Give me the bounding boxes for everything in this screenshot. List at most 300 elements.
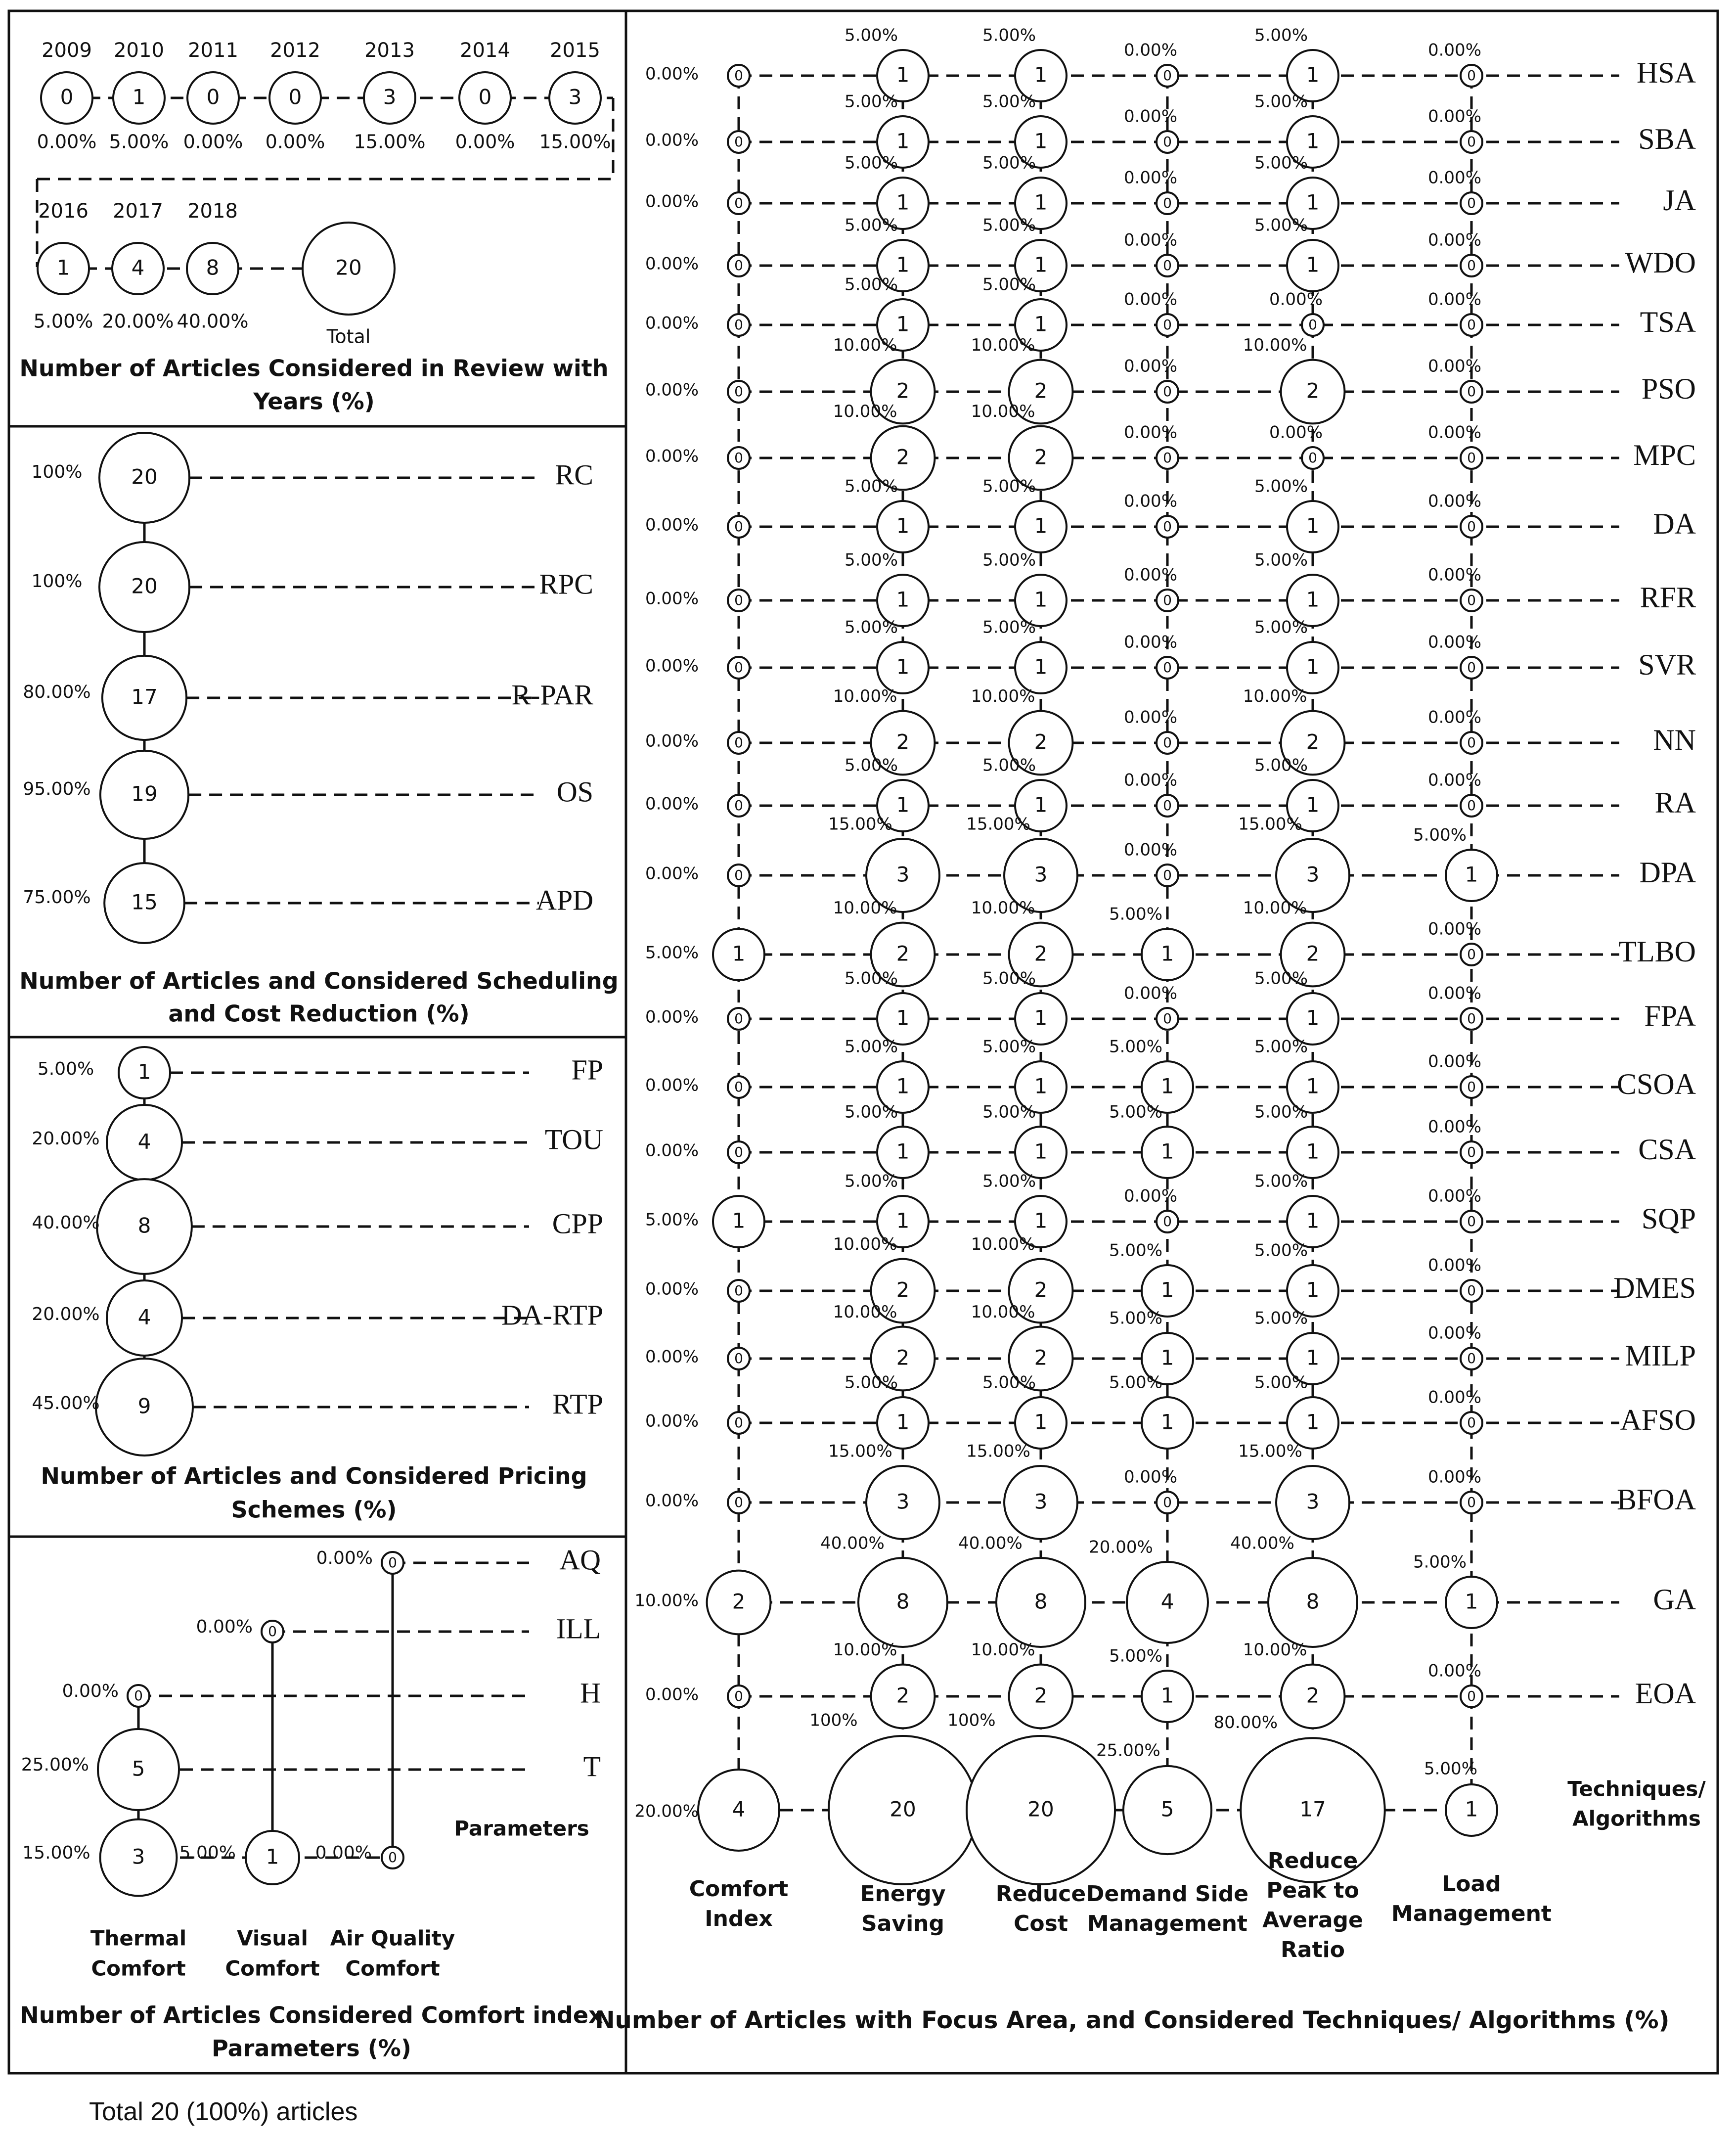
technique-count-circle-value: 0 [734, 797, 743, 814]
technique-count-circle-value: 1 [1034, 513, 1048, 538]
technique-percent-label: 5.00% [844, 1171, 898, 1191]
technique-name-label: DMES [1613, 1271, 1696, 1304]
technique-name-label: PSO [1641, 372, 1696, 405]
focus-area-column-label: Reduce [1267, 1848, 1358, 1873]
technique-count-circle-value: 3 [1306, 862, 1320, 887]
year-label: 2013 [364, 39, 415, 62]
focus-area-column-label: Index [705, 1906, 773, 1931]
scheduling-percent-label: 80.00% [23, 682, 91, 702]
scheduling-code-label: R-PAR [511, 679, 593, 711]
technique-name-label: GA [1653, 1583, 1696, 1616]
year-count-circle-value: 3 [568, 85, 582, 109]
technique-count-circle-value: 1 [1160, 1074, 1174, 1098]
technique-count-circle-value: 0 [1467, 317, 1476, 333]
technique-count-circle-value: 1 [1306, 1005, 1320, 1030]
technique-name-label: WDO [1625, 246, 1696, 279]
technique-count-circle-value: 1 [1306, 1345, 1320, 1370]
technique-percent-label: 0.00% [1427, 168, 1482, 188]
comfort-panel-border [9, 1537, 626, 2073]
technique-percent-label: 0.00% [1427, 1255, 1482, 1275]
year-percent-label: 15.00% [354, 131, 426, 153]
technique-percent-label: 5.00% [982, 617, 1036, 637]
technique-count-circle-value: 1 [896, 587, 910, 612]
technique-percent-label: 10.00% [1243, 686, 1307, 707]
technique-percent-label: 5.00% [1254, 1308, 1308, 1328]
technique-percent-label: 10.00% [833, 898, 897, 918]
technique-count-circle-value: 0 [1163, 134, 1172, 150]
technique-percent-label: 15.00% [966, 814, 1030, 834]
technique-percent-label: 0.00% [1269, 289, 1323, 310]
technique-percent-label: 0.00% [645, 794, 699, 814]
technique-name-label: SBA [1638, 122, 1696, 155]
year-percent-label: 40.00% [177, 310, 249, 332]
technique-count-circle-value: 0 [734, 1144, 743, 1160]
comfort-column-circle-value: 3 [132, 1844, 145, 1869]
year-count-circle-value: 3 [383, 85, 397, 109]
technique-percent-label: 5.00% [645, 1210, 699, 1230]
pricing-panel-border [9, 1037, 626, 1537]
comfort-param-percent: 25.00% [21, 1755, 89, 1775]
comfort-param-code: H [580, 1677, 601, 1709]
focus-area-column-label: Saving [861, 1911, 944, 1936]
technique-count-circle-value: 2 [1034, 941, 1048, 966]
technique-count-circle-value: 2 [1034, 378, 1048, 403]
technique-percent-label: 10.00% [833, 686, 897, 707]
technique-count-circle-value: 0 [734, 592, 743, 608]
technique-count-circle-value: 0 [734, 317, 743, 333]
technique-percent-label: 5.00% [982, 215, 1036, 235]
technique-count-circle-value: 1 [1160, 1277, 1174, 1302]
technique-percent-label: 0.00% [1427, 356, 1482, 376]
comfort-param-code: AQ [559, 1544, 601, 1576]
technique-percent-label: 5.00% [1254, 1372, 1308, 1393]
technique-percent-label: 15.00% [828, 1441, 892, 1461]
technique-count-circle-value: 0 [734, 195, 743, 211]
technique-count-circle-value: 1 [1160, 1139, 1174, 1164]
technique-count-circle-value: 1 [1034, 312, 1048, 336]
technique-percent-label: 0.00% [1427, 565, 1482, 585]
technique-count-circle-value: 1 [1306, 792, 1320, 817]
technique-count-circle-value: 2 [896, 445, 910, 469]
technique-name-label: MPC [1633, 438, 1696, 471]
focus-area-column-label: Ratio [1281, 1937, 1345, 1962]
technique-count-circle-value: 0 [1467, 1079, 1476, 1095]
technique-count-circle-value: 1 [1160, 1683, 1174, 1708]
technique-percent-label: 5.00% [1109, 1037, 1163, 1057]
technique-count-circle-value: 3 [1034, 862, 1048, 887]
technique-percent-label: 0.00% [645, 1411, 699, 1431]
year-count-circle-value: 0 [206, 85, 220, 109]
technique-name-label: BFOA [1616, 1483, 1696, 1516]
technique-percent-label: 0.00% [1123, 40, 1178, 60]
year-count-circle-value: 4 [131, 255, 145, 280]
pricing-percent-label: 45.00% [32, 1393, 100, 1413]
technique-count-circle-value: 0 [1467, 1414, 1476, 1431]
scheduling-count-circle-value: 20 [131, 574, 158, 598]
focus-area-column-label: Energy [860, 1881, 946, 1907]
technique-count-circle-value: 1 [1306, 1208, 1320, 1233]
technique-count-circle-value: 0 [734, 518, 743, 535]
pricing-percent-label: 5.00% [37, 1059, 94, 1079]
technique-percent-label: 0.00% [1427, 1117, 1482, 1137]
techniques-axis-label: Techniques/ [1567, 1776, 1706, 1801]
technique-count-circle-value: 0 [734, 659, 743, 676]
year-count-circle-value: 0 [60, 85, 74, 109]
pricing-code-label: FP [571, 1053, 603, 1086]
technique-count-circle-value: 1 [896, 312, 910, 336]
technique-name-label: SVR [1638, 648, 1696, 681]
focus-area-column-label: Comfort [689, 1876, 789, 1902]
technique-percent-label: 5.00% [844, 617, 898, 637]
technique-percent-label: 5.00% [844, 968, 898, 989]
technique-percent-label: 10.00% [1243, 898, 1307, 918]
comfort-panel-title: Parameters (%) [212, 2035, 411, 2062]
technique-count-circle-value: 1 [896, 1208, 910, 1233]
technique-percent-label: 0.00% [1427, 230, 1482, 250]
technique-count-circle-value: 2 [896, 1345, 910, 1370]
technique-count-circle-value: 0 [1467, 1213, 1476, 1229]
technique-percent-label: 5.00% [1254, 617, 1308, 637]
pricing-percent-label: 20.00% [32, 1129, 100, 1149]
technique-total-circle-value: 20 [1027, 1797, 1054, 1821]
technique-count-circle-value: 0 [734, 1414, 743, 1431]
technique-percent-label: 0.00% [645, 1684, 699, 1705]
technique-name-label: RA [1654, 786, 1696, 819]
technique-count-circle-value: 1 [732, 1208, 746, 1233]
technique-percent-label: 0.00% [1427, 770, 1482, 790]
technique-count-circle-value: 1 [896, 1074, 910, 1098]
technique-percent-label: 0.00% [645, 446, 699, 466]
comfort-param-circle-value: 0 [268, 1623, 277, 1639]
technique-count-circle-value: 1 [1306, 587, 1320, 612]
technique-count-circle-value: 0 [1467, 592, 1476, 608]
pricing-panel-title: Schemes (%) [231, 1496, 397, 1523]
technique-name-label: HSA [1636, 56, 1696, 89]
year-percent-label: 5.00% [33, 310, 93, 332]
technique-percent-label: 5.00% [982, 550, 1036, 570]
technique-percent-label: 0.00% [645, 1491, 699, 1511]
technique-count-circle-value: 1 [1160, 1410, 1174, 1434]
technique-percent-label: 15.00% [966, 1441, 1030, 1461]
year-label: 2018 [187, 200, 238, 223]
focus-area-column-label: Average [1262, 1908, 1363, 1933]
technique-count-circle-value: 2 [1034, 1277, 1048, 1302]
focus-area-column-label: Load [1442, 1871, 1501, 1897]
technique-count-circle-value: 1 [1306, 252, 1320, 277]
comfort-column-percent: 15.00% [22, 1843, 90, 1863]
technique-percent-label: 10.00% [833, 1302, 897, 1322]
technique-count-circle-value: 1 [1306, 129, 1320, 153]
technique-percent-label: 20.00% [1089, 1537, 1153, 1557]
comfort-param-circle-value: 0 [388, 1554, 397, 1571]
technique-percent-label: 0.00% [1427, 983, 1482, 1003]
scheduling-percent-label: 100% [31, 571, 83, 592]
pricing-percent-label: 20.00% [32, 1304, 100, 1324]
technique-count-circle-value: 1 [1034, 654, 1048, 679]
year-count-circle-value: 0 [288, 85, 302, 109]
technique-percent-label: 15.00% [828, 814, 892, 834]
pricing-code-label: DA-RTP [501, 1299, 603, 1331]
technique-percent-label: 10.00% [1243, 335, 1307, 356]
technique-total-circle-value: 4 [732, 1797, 746, 1821]
scheduling-panel-border [9, 426, 626, 1037]
technique-count-circle-value: 0 [734, 734, 743, 751]
technique-count-circle-value: 0 [1467, 383, 1476, 400]
technique-count-circle-value: 1 [1034, 62, 1048, 87]
technique-percent-label: 10.00% [971, 898, 1035, 918]
technique-percent-label: 0.00% [1123, 707, 1178, 728]
technique-total-percent: 5.00% [1424, 1759, 1478, 1779]
comfort-column-label: Comfort [225, 1956, 320, 1981]
year-count-circle-value: 1 [132, 85, 146, 109]
technique-percent-label: 10.00% [971, 1234, 1035, 1255]
pricing-count-circle-value: 1 [137, 1059, 151, 1084]
technique-count-circle-value: 0 [1467, 67, 1476, 84]
comfort-column-circle-value: 0 [388, 1849, 397, 1866]
focus-area-column-label: Management [1087, 1911, 1247, 1936]
technique-percent-label: 5.00% [1413, 825, 1467, 845]
technique-percent-label: 0.00% [645, 191, 699, 212]
technique-percent-label: 0.00% [645, 1279, 699, 1299]
technique-count-circle-value: 0 [1467, 450, 1476, 466]
comfort-param-percent: 0.00% [316, 1548, 373, 1568]
technique-percent-label: 0.00% [1123, 770, 1178, 790]
technique-count-circle-value: 1 [1034, 1208, 1048, 1233]
comfort-panel-title: Number of Articles Considered Comfort index [20, 2002, 603, 2029]
technique-count-circle-value: 1 [896, 129, 910, 153]
technique-percent-label: 5.00% [1254, 476, 1308, 497]
technique-percent-label: 0.00% [1123, 840, 1178, 860]
technique-count-circle-value: 1 [1034, 129, 1048, 153]
technique-percent-label: 0.00% [1427, 1467, 1482, 1487]
comfort-column-label: Air Quality [330, 1926, 455, 1951]
techniques-panel-title: Number of Articles with Focus Area, and Considered Techniques/ Algorithms (%) [595, 2006, 1670, 2034]
technique-total-percent: 100% [809, 1710, 858, 1730]
technique-count-circle-value: 0 [734, 134, 743, 150]
comfort-column-percent: 5.00% [179, 1843, 236, 1863]
technique-total-circle-value: 1 [1465, 1797, 1478, 1821]
pricing-count-circle-value: 9 [137, 1394, 151, 1418]
technique-count-circle-value: 1 [1306, 1139, 1320, 1164]
year-count-circle-value: 0 [478, 85, 492, 109]
technique-percent-label: 5.00% [1254, 968, 1308, 989]
technique-name-label: TLBO [1618, 935, 1696, 968]
technique-count-circle-value: 1 [732, 941, 746, 966]
technique-percent-label: 0.00% [645, 589, 699, 609]
technique-count-circle-value: 0 [1467, 1494, 1476, 1510]
technique-count-circle-value: 0 [1163, 518, 1172, 535]
comfort-column-percent: 0.00% [315, 1843, 372, 1863]
technique-percent-label: 0.00% [1427, 707, 1482, 728]
technique-percent-label: 10.00% [1243, 1640, 1307, 1660]
technique-count-circle-value: 1 [896, 654, 910, 679]
technique-count-circle-value: 0 [1467, 946, 1476, 962]
technique-count-circle-value: 1 [1034, 1410, 1048, 1434]
technique-percent-label: 5.00% [1109, 1308, 1163, 1328]
technique-percent-label: 5.00% [844, 153, 898, 173]
technique-count-circle-value: 0 [1163, 195, 1172, 211]
focus-area-column-label: Cost [1014, 1911, 1068, 1936]
technique-count-circle-value: 0 [1467, 659, 1476, 676]
technique-count-circle-value: 0 [734, 257, 743, 273]
technique-name-label: JA [1663, 183, 1696, 217]
technique-count-circle-value: 1 [896, 513, 910, 538]
technique-count-circle-value: 0 [734, 383, 743, 400]
technique-percent-label: 0.00% [645, 130, 699, 150]
technique-percent-label: 10.00% [971, 686, 1035, 707]
technique-percent-label: 5.00% [982, 968, 1036, 989]
technique-count-circle-value: 0 [1467, 257, 1476, 273]
technique-count-circle-value: 2 [896, 1683, 910, 1708]
technique-count-circle-value: 1 [1160, 1345, 1174, 1370]
year-percent-label: 0.00% [183, 131, 243, 153]
technique-count-circle-value: 2 [1034, 445, 1048, 469]
technique-count-circle-value: 2 [1034, 729, 1048, 754]
technique-percent-label: 0.00% [1427, 632, 1482, 652]
technique-percent-label: 5.00% [1254, 91, 1308, 112]
technique-count-circle-value: 1 [1034, 587, 1048, 612]
comfort-param-percent: 0.00% [196, 1617, 253, 1637]
comfort-column-circle-value: 1 [266, 1844, 279, 1869]
technique-percent-label: 10.00% [833, 1640, 897, 1660]
technique-name-label: CSOA [1616, 1067, 1696, 1100]
technique-count-circle-value: 1 [896, 252, 910, 277]
comfort-column-label: Comfort [91, 1956, 186, 1981]
pricing-panel-title: Number of Articles and Considered Pricing [41, 1462, 587, 1490]
technique-count-circle-value: 0 [1308, 450, 1317, 466]
technique-count-circle-value: 1 [1034, 1005, 1048, 1030]
technique-percent-label: 0.00% [1123, 491, 1178, 511]
technique-count-circle-value: 0 [1163, 867, 1172, 883]
technique-count-circle-value: 1 [1160, 941, 1174, 966]
technique-percent-label: 5.00% [1254, 755, 1308, 775]
year-label: 2012 [270, 39, 320, 62]
technique-percent-label: 0.00% [1123, 106, 1178, 127]
technique-percent-label: 5.00% [982, 153, 1036, 173]
technique-percent-label: 0.00% [645, 64, 699, 84]
comfort-parameters-label: Parameters [454, 1816, 589, 1841]
technique-percent-label: 0.00% [1123, 289, 1178, 310]
technique-percent-label: 0.00% [645, 731, 699, 751]
technique-count-circle-value: 1 [896, 62, 910, 87]
technique-percent-label: 0.00% [1427, 289, 1482, 310]
technique-percent-label: 5.00% [844, 755, 898, 775]
technique-percent-label: 5.00% [1109, 1240, 1163, 1261]
technique-count-circle-value: 0 [1308, 317, 1317, 333]
technique-count-circle-value: 0 [734, 1350, 743, 1366]
technique-percent-label: 0.00% [1427, 1661, 1482, 1681]
technique-count-circle-value: 8 [896, 1589, 910, 1614]
technique-count-circle-value: 0 [1163, 383, 1172, 400]
technique-percent-label: 5.00% [982, 1102, 1036, 1122]
technique-count-circle-value: 0 [1467, 734, 1476, 751]
technique-percent-label: 0.00% [1123, 1186, 1178, 1206]
technique-percent-label: 10.00% [971, 402, 1035, 422]
technique-percent-label: 5.00% [844, 476, 898, 497]
scheduling-count-circle-value: 15 [131, 890, 158, 914]
technique-count-circle-value: 2 [1306, 1683, 1320, 1708]
technique-count-circle-value: 0 [1467, 1144, 1476, 1160]
technique-percent-label: 5.00% [645, 943, 699, 963]
technique-count-circle-value: 2 [1306, 729, 1320, 754]
technique-count-circle-value: 0 [1467, 797, 1476, 814]
technique-percent-label: 0.00% [1123, 356, 1178, 376]
pricing-code-label: RTP [552, 1388, 603, 1420]
technique-percent-label: 5.00% [1109, 1372, 1163, 1393]
focus-area-column-label: Reduce [995, 1881, 1086, 1907]
year-label: 2015 [550, 39, 600, 62]
focus-area-column-label: Management [1391, 1901, 1552, 1926]
technique-count-circle-value: 1 [1034, 252, 1048, 277]
technique-count-circle-value: 1 [896, 792, 910, 817]
scheduling-code-label: OS [556, 775, 593, 808]
technique-count-circle-value: 0 [1163, 450, 1172, 466]
technique-name-label: CSA [1638, 1133, 1696, 1166]
technique-percent-label: 10.00% [833, 335, 897, 356]
years-panel-title: Number of Articles Considered in Review with [19, 355, 609, 382]
pricing-percent-label: 40.00% [32, 1213, 100, 1233]
technique-total-circle-value: 20 [890, 1797, 916, 1821]
year-label: 2010 [114, 39, 164, 62]
comfort-column-label: Thermal [90, 1926, 187, 1951]
technique-count-circle-value: 0 [734, 67, 743, 84]
technique-name-label: NN [1653, 723, 1696, 756]
technique-count-circle-value: 0 [1467, 518, 1476, 535]
technique-percent-label: 5.00% [844, 550, 898, 570]
technique-count-circle-value: 0 [1467, 1688, 1476, 1704]
years-panel-title: Years (%) [253, 388, 375, 415]
comfort-column-label: Visual [237, 1926, 308, 1951]
technique-count-circle-value: 1 [1034, 1139, 1048, 1164]
technique-percent-label: 0.00% [645, 1075, 699, 1095]
technique-count-circle-value: 0 [1163, 659, 1172, 676]
technique-count-circle-value: 0 [1163, 592, 1172, 608]
technique-count-circle-value: 2 [732, 1589, 746, 1614]
scheduling-percent-label: 95.00% [23, 779, 91, 799]
technique-percent-label: 5.00% [1254, 215, 1308, 235]
comfort-param-code: T [583, 1750, 601, 1783]
technique-percent-label: 5.00% [844, 25, 898, 46]
technique-percent-label: 5.00% [844, 1372, 898, 1393]
comfort-param-code: ILL [556, 1612, 601, 1645]
technique-count-circle-value: 0 [1467, 1282, 1476, 1299]
technique-count-circle-value: 0 [734, 450, 743, 466]
technique-total-circle-value: 17 [1299, 1797, 1326, 1821]
scheduling-percent-label: 100% [31, 462, 83, 482]
focus-area-column-label: Peak to [1266, 1878, 1359, 1903]
years-total-circle-value: 20 [335, 255, 362, 280]
technique-percent-label: 5.00% [1254, 25, 1308, 46]
technique-percent-label: 0.00% [1427, 1186, 1482, 1206]
technique-total-percent: 25.00% [1096, 1740, 1160, 1761]
technique-percent-label: 10.00% [634, 1591, 699, 1611]
technique-count-circle-value: 8 [1306, 1589, 1320, 1614]
technique-percent-label: 5.00% [1254, 1240, 1308, 1261]
technique-total-percent: 80.00% [1213, 1712, 1278, 1732]
scheduling-percent-label: 75.00% [23, 887, 91, 908]
technique-name-label: SQP [1641, 1202, 1696, 1235]
technique-percent-label: 5.00% [982, 274, 1036, 295]
technique-percent-label: 15.00% [1238, 814, 1302, 834]
technique-count-circle-value: 8 [1034, 1589, 1048, 1614]
technique-count-circle-value: 0 [734, 1079, 743, 1095]
comfort-column-label: Comfort [345, 1956, 440, 1981]
technique-percent-label: 5.00% [1109, 904, 1163, 924]
year-percent-label: 0.00% [37, 131, 97, 153]
technique-count-circle-value: 0 [1163, 734, 1172, 751]
scheduling-count-circle-value: 19 [131, 781, 158, 806]
technique-count-circle-value: 1 [1034, 1074, 1048, 1098]
